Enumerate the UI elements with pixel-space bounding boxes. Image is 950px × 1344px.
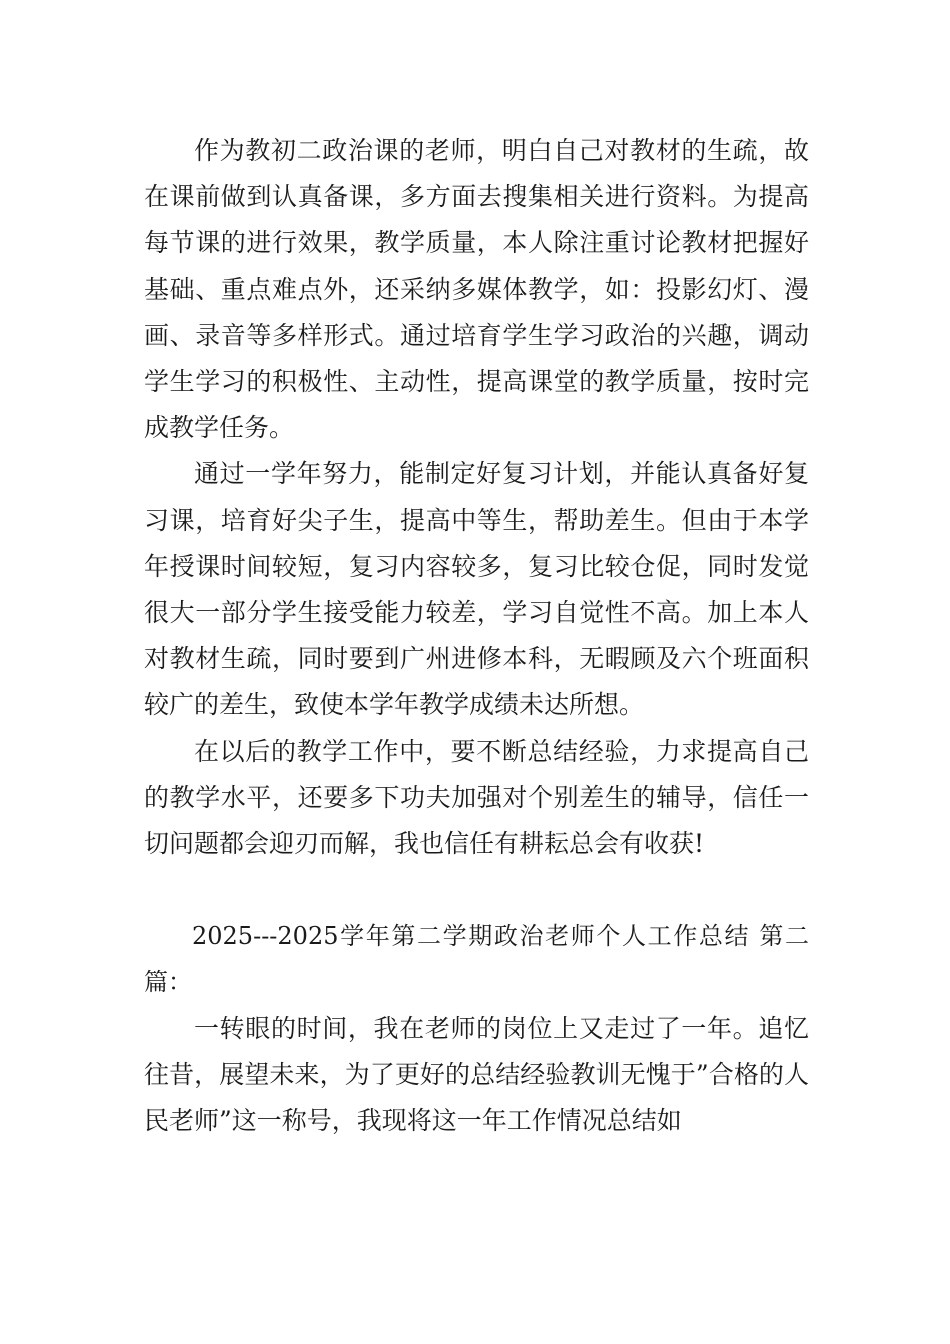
- document-page: [144, 128, 809, 1144]
- paragraph-1: 作为教初二政治课的老师，明白自己对教材的生疏，故在课前做到认真备课，多方面去搜集相关进行资料。为提高每节课的进行效果，教学质量，本人除注重讨论教材把握好基础、重点难点外，还采纳多媒体教学，如：投影幻灯、漫画、录音等多样形式。通过培育学生学习政治的兴趣，调动学生学习的积极性、主动性，提高课堂的教学质量，按时完成教学任务。: [144, 136, 809, 443]
- paragraph-2: 通过一学年努力，能制定好复习计划，并能认真备好复习课，培育好尖子生，提高中等生，帮助差生。但由于本学年授课时间较短，复习内容较多，复习比较仓促，同时发觉很大一部分学生接受能力较差，学习自觉性不高。加上本人对教材生疏，同时要到广州进修本科，无暇顾及六个班面积较广的差生，致使本学年教学成绩未达所想。: [144, 459, 809, 720]
- section-paragraph-1: 一转眼的时间，我在老师的岗位上又走过了一年。追忆往昔，展望未来，为了更好的总结经验教训无愧于”合格的人民老师”这一称号，我现将这一年工作情况总结如: [144, 1013, 809, 1136]
- paragraph-3: 在以后的教学工作中，要不断总结经验，力求提高自己的教学水平，还要多下功夫加强对个别差生的辅导，信任一切问题都会迎刃而解，我也信任有耕耘总会有收获!: [144, 736, 809, 859]
- section-heading: 2025---2025学年第二学期政治老师个人工作总结 第二篇：: [144, 922, 809, 997]
- section-spacer: [144, 867, 809, 913]
